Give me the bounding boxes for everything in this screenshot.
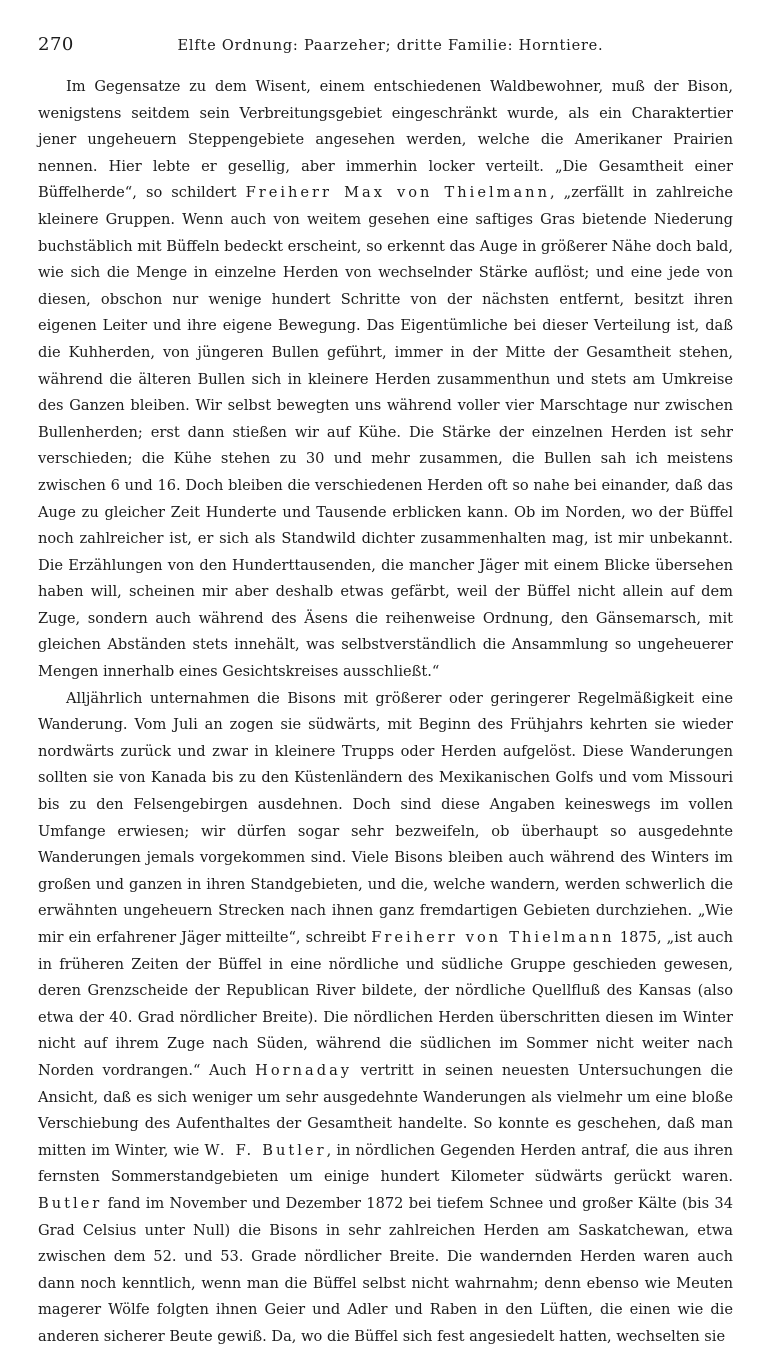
author-name: Butler [38, 1194, 103, 1212]
text-segment: Im Gegensatze zu dem Wisent, einem entschiedenen Waldbewohner, muß der Bison, wenigstens seitdem sein Verbreitungsgebiet eingeschränkt wurde, als ein Charaktertier jener ungeheuern Steppengebiete angesehen werden, welche die Amerikaner Prairien nennen. Hier lebte er gesellig, aber immerhin locker verteilt. „Die Gesamtheit einer Büffelherde“, so schildert [38, 78, 733, 202]
page-number: 270 [38, 34, 74, 55]
text-segment: 1875, „ist auch in früheren Zeiten der Büffel in eine nördliche und südliche Gruppe geschieden gewesen, deren Grenzscheide der Republican River bildete, der nördliche Quellfluß des Kansas (also etwa der 40. Grad nördlicher Breite). Die nördlichen Herden überschritten diesen im Winter nicht auf ihrem Zuge nach Süden, während die südlichen im Sommer nicht weiter nach Norden vordrangen.“ Auch [38, 929, 733, 1079]
paragraph-2 [38, 686, 733, 1351]
author-name: Freiherr von Thielmann [371, 929, 615, 946]
text-segment: , in nördlichen Gegenden Herden antraf, die aus ihren fernsten Sommerstandgebieten um einige hundert Kilometer südwärts gerückt waren. [38, 1141, 734, 1186]
text-segment: vertritt in seinen neuesten Untersuchungen die Ansicht, daß es sich weniger um sehr ausgedehnte Wanderungen als vielmehr um eine bloße Verschiebung des Aufenthaltes der Gesamtheit handelte. So konnte es geschehen, daß man mitten im Winter, wie [38, 1061, 733, 1159]
page-header [38, 34, 733, 60]
author-name: Freiherr Max von Thielmann [245, 184, 550, 202]
text-segment: fand im November und Dezember 1872 bei tiefem Schnee und großer Kälte (bis 34 Grad Celsius unter Null) die Bisons in sehr zahlreichen Herden am Saskatchewan, etwa zwischen dem 52. und 53. Grade nördlicher Breite. Die wandernden Herden waren auch dann noch kenntlich, wenn man die Büffel selbst nicht wahrnahm; denn ebenso wie Meuten magerer Wölfe folgten ihnen Geier und Adler und Raben in den Lüften, die einen wie die anderen sicherer Beute gewiß. Da, wo die Büffel sich fest angesiedelt hatten, wechselten sie [38, 1194, 733, 1345]
text-segment: Alljährlich unternahmen die Bisons mit größerer oder geringerer Regelmäßigkeit eine Wanderung. Vom Juli an zogen sie südwärts, mit Beginn des Frühjahrs kehrten sie wieder nordwärts zurück und zwar in kleinere Trupps oder Herden aufgelöst. Diese Wanderungen sollten sie von Kanada bis zu den Küstenländern des Mexikanischen Golfs und vom Missouri bis zu den Felsengebirgen ausdehnen. Doch sind diese Angaben keineswegs im vollen Umfange erwiesen; wir dürfen sogar sehr bezweifeln, ob überhaupt so ausgedehnte Wanderungen jemals vorgekommen sind. Viele Bisons bleiben auch während des Winters im großen und ganzen in ihren Standgebieten, und die, welche wandern, werden schwerlich die erwähnten ungeheuern Strecken nach ihnen ganz fremdartigen Gebieten durchziehen. „Wie mir ein erfahrener Jäger mitteilte“, schreibt [38, 689, 733, 946]
paragraph-1 [38, 74, 733, 686]
body-text [38, 74, 733, 1351]
running-head: Elfte Ordnung: Paarzeher; dritte Familie: Horntiere. [177, 38, 604, 54]
text-segment: , „zerfällt in zahlreiche kleinere Gruppen. Wenn auch von weitem gesehen eine saftiges Gras bietende Niederung buchstäblich mit Büffeln bedeckt erscheint, so erkennt das Auge in größerer Nähe doch bald, wie sich die Menge in einzelne Herden von wechselnder Stärke auflöst; und eine jede von diesen, obschon nur wenige hundert Schritte von der nächsten entfernt, besitzt ihren eigenen Leiter und ihre eigene Bewegung. Das Eigentümliche bei dieser Verteilung ist, daß die Kuhherden, von jüngeren Bullen geführt, immer in der Mitte der Gesamtheit stehen, während die älteren Bullen sich in kleinere Herden zusammenthun und stets am Umkreise des Ganzen bleiben. Wir selbst bewegten uns während voller vier Marschtage nur zwischen Bullenherden; erst dann stießen wir auf Kühe. Die Stärke der einzelnen Herden ist sehr verschieden; die Kühe stehen zu 30 und mehr zusammen, die Bullen sah ich meistens zwischen 6 und 16. Doch bleiben die verschiedenen Herden oft so nahe bei einander, daß das Auge zu gleicher Zeit Hunderte und Tausende erblicken kann. Ob im Norden, wo der Büffel noch zahlreicher ist, er sich als Standwild dichter zusammenhalten mag, ist mir unbekannt. Die Erzählungen von den Hunderttausenden, die mancher Jäger mit einem Blicke übersehen haben will, scheinen mir aber deshalb etwas gefärbt, weil der Büffel nicht allein auf dem Zuge, sondern auch während des Äsens die reihenweise Ordnung, den Gänsemarsch, mit gleichen Abständen stets innehält, was selbstverständlich die Ansammlung so ungeheuerer Mengen innerhalb eines Gesichtskreises ausschließt.“ [38, 184, 734, 681]
author-name: Hornaday [255, 1061, 353, 1079]
author-name: W. F. Butler [204, 1141, 327, 1159]
